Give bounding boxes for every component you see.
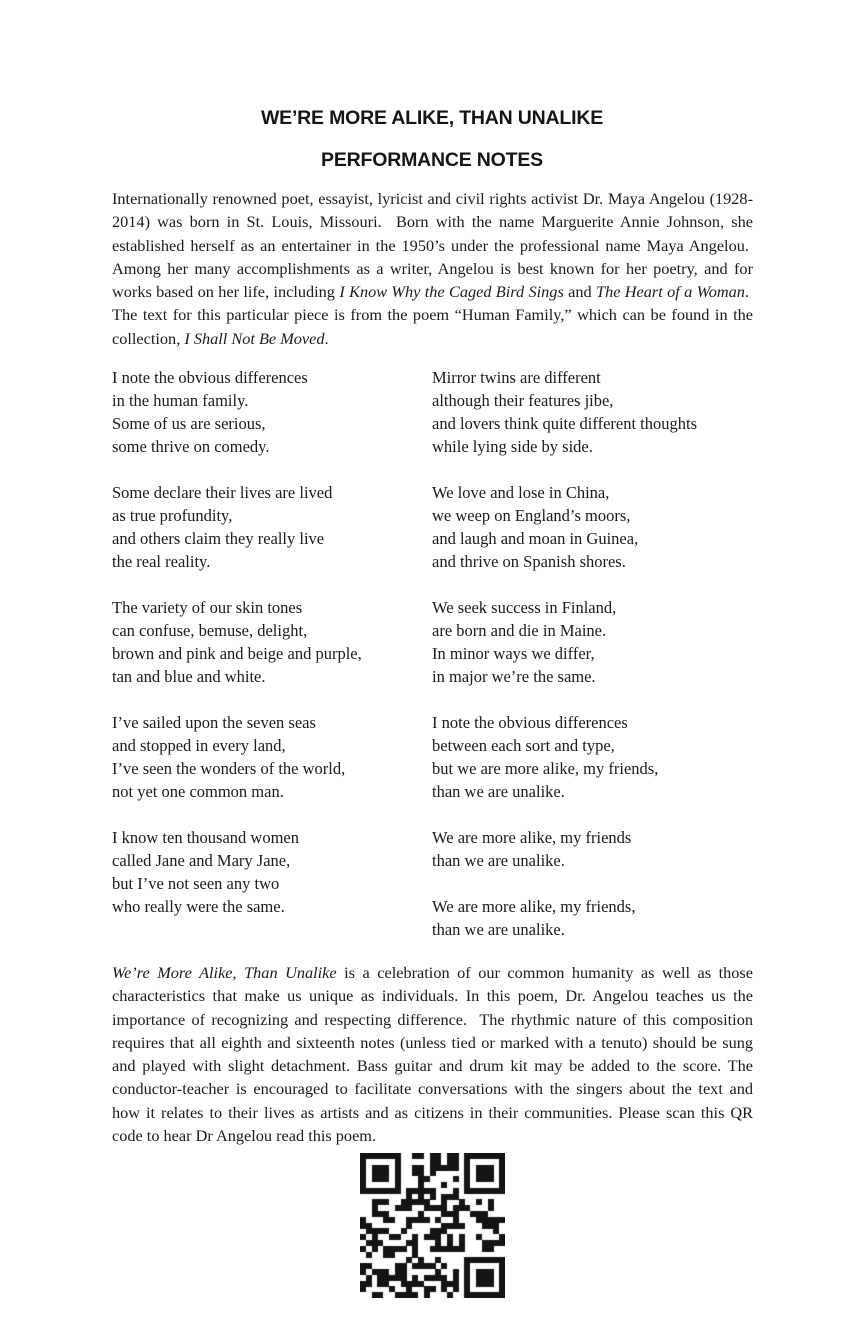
poem-line: We love and lose in China, [432,483,610,502]
poem-stanza [112,596,432,688]
poem-line: than we are unalike. [432,782,565,801]
poem-stanza [432,366,753,458]
poem-line: but we are more alike, my friends, [432,759,659,778]
poem-stanza [112,481,432,573]
poem-line: Some of us are serious, [112,414,266,433]
poem-line: while lying side by side. [432,437,593,456]
poem-line: The variety of our skin tones [112,598,303,617]
poem-line: but I’ve not seen any two [112,874,280,893]
italic-text: I Know Why the Caged Bird Sings [339,282,564,302]
poem-line: In minor ways we differ, [432,644,595,663]
poem-line: we weep on England’s moors, [432,506,631,525]
text: Internationally renowned poet, essayist, lyricist and civil rights activist Dr. Maya Angelou (1928-2014) was born in St. Louis, Missouri. Born with the name Marguerite Annie Johnson, she established herself as an entertainer in the 1950’s under the professional name Maya Angelou. Among her many accomplishments as a writer, Angelou is best known for her poetry, and for works based on her life, including [112,189,753,302]
poem-line: between each sort and type, [432,736,615,755]
text: is a celebration of our common humanity as well as those characteristics that make us unique as individuals. In this poem, Dr. Angelou teaches us the importance of recognizing and respecting difference. The rhythmic nature of this composition requires that all eighth and sixteenth notes (unless tied or marked with a tenuto) should be sung and played with slight detachment. Bass guitar and drum kit may be added to the score. The conductor-teacher is encouraged to facilitate conversations with the singers about the text and how it relates to their lives as artists and as citizens in their communities. Please scan this QR code to hear Dr Angelou read this poem. [112,963,753,1146]
poem-stanza [112,711,432,803]
intro-paragraph [112,187,753,350]
poem-line: some thrive on comedy. [112,437,270,456]
poem-line: We seek success in Finland, [432,598,617,617]
poem-columns [112,366,753,964]
text: . The text for this particular piece is from the poem “Human Family,” which can be found in the collection, [112,282,754,348]
poem-line: We are more alike, my friends, [432,897,636,916]
poem-line: I’ve seen the wonders of the world, [112,759,346,778]
poem-stanza [432,826,753,872]
page-title: WE’RE MORE ALIKE, THAN UNALIKE [260,107,604,129]
poem-stanza [432,895,753,941]
poem-line: I note the obvious differences [112,368,308,387]
italic-text: I Shall Not Be Moved [184,328,325,348]
poem-line: and thrive on Spanish shores. [432,552,626,571]
poem-line: in major we’re the same. [432,667,596,686]
poem-line: in the human family. [112,391,249,410]
poem-stanza [112,366,432,458]
poem-stanza [432,481,753,573]
poem-line: and lovers think quite different thoughts [432,414,698,433]
poem-line: and stopped in every land, [112,736,286,755]
poem-line: and laugh and moan in Guinea, [432,529,639,548]
poem-line: as true profundity, [112,506,233,525]
poem-column-right [432,366,753,964]
poem-line: I’ve sailed upon the seven seas [112,713,316,732]
poem-line: are born and die in Maine. [432,621,607,640]
text: and [563,282,597,302]
poem-line: the real reality. [112,552,211,571]
poem-column-left [112,366,432,964]
poem-line: brown and pink and beige and purple, [112,644,362,663]
page-subtitle: PERFORMANCE NOTES [321,149,543,171]
poem-line: not yet one common man. [112,782,284,801]
qr-code [360,1153,505,1298]
poem-line: tan and blue and white. [112,667,266,686]
poem-line: Mirror twins are different [432,368,601,387]
poem-line: and others claim they really live [112,529,325,548]
poem-line: I know ten thousand women [112,828,299,847]
poem-line: than we are unalike. [432,851,565,870]
poem-line: Some declare their lives are lived [112,483,333,502]
poem-line: who really were the same. [112,897,285,916]
poem-stanza [432,711,753,803]
closing-paragraph [112,961,753,1147]
poem-line: called Jane and Mary Jane, [112,851,291,870]
poem-line: than we are unalike. [432,920,565,939]
italic-text: We’re More Alike, Than Unalike [112,963,337,982]
poem-stanza [432,596,753,688]
italic-text: The Heart of a Woman [596,282,745,302]
poem-line: can confuse, bemuse, delight, [112,621,308,640]
text: . [324,328,329,348]
poem-line: We are more alike, my friends [432,828,632,847]
poem-line: I note the obvious differences [432,713,628,732]
poem-line: although their features jibe, [432,391,614,410]
poem-stanza [112,826,432,918]
